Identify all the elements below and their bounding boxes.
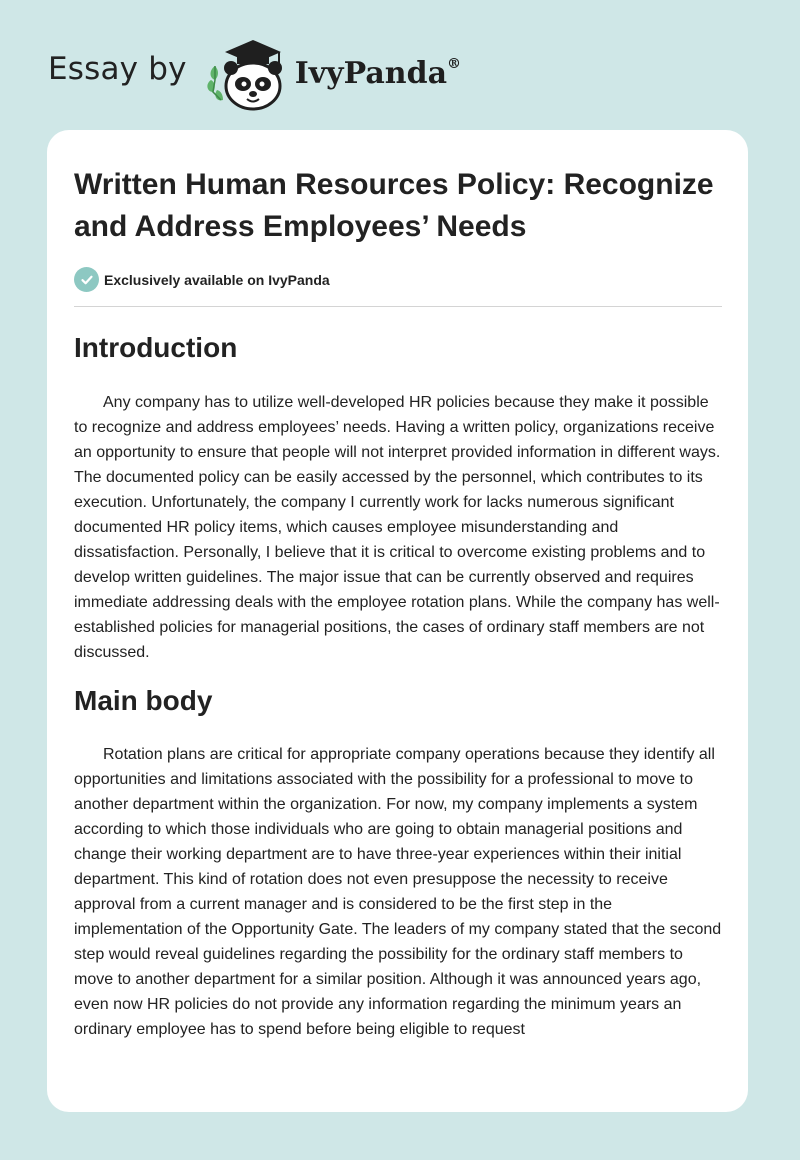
divider xyxy=(74,306,722,307)
essay-title: Written Human Resources Policy: Recognize and Address Employees’ Needs xyxy=(74,168,714,243)
panda-logo-icon[interactable] xyxy=(201,34,291,112)
essay-card xyxy=(47,130,748,1112)
section-paragraph-introduction: Any company has to utilize well-developed HR policies because they make it possible to recognize and address employees’ needs. Having a written policy, organizations receive an opportunity to ensure that people will not interpret provided information in different ways. The documented policy can be easily accessed by the personnel, which contributes to its execution. Unfortunately, the company I currently work for lacks numerous significant documented HR policy items, which causes employee misunderstanding and dissatisfaction. Personally, I believe that it is critical to overcome existing problems and to develop written guidelines. The major issue that can be currently observed and requires immediate addressing deals with the employee rotation plans. While the company has well-established policies for managerial positions, the cases of ordinary staff members are not discussed. xyxy=(74,394,721,661)
essay-by-label: Essay by xyxy=(48,51,187,87)
checkmark-icon xyxy=(74,267,99,292)
section-heading-main-body: Main body xyxy=(74,685,213,716)
badge-text: Exclusively available on IvyPanda xyxy=(104,271,330,288)
ivy-leaf-icon xyxy=(207,66,223,100)
registered-mark: ® xyxy=(447,55,462,72)
section-heading-introduction: Introduction xyxy=(74,332,238,363)
section-paragraph-main-body: Rotation plans are critical for appropriate company operations because they identify all opportunities and limitations associated with the possibility for a professional to move to another department within the organization. For now, my company implements a system according to which those individuals who are going to obtain managerial positions and change their working department are to have three-year experiences within their initial department. This kind of rotation does not even presuppose the necessity to receive approval from a current manager and is considered to be the first step in the implementation of the Opportunity Gate. The leaders of my company stated that the second step would reveal guidelines regarding the possibility for the ordinary staff members to move to another department for a similar position. Although it was announced years ago, even now HR policies do not provide any information regarding the minimum years an ordinary employee has to spend before being eligible to request xyxy=(74,746,722,1038)
brand-name[interactable]: IvyPanda® xyxy=(294,55,462,91)
site-header xyxy=(48,34,461,112)
exclusive-badge xyxy=(74,267,722,292)
